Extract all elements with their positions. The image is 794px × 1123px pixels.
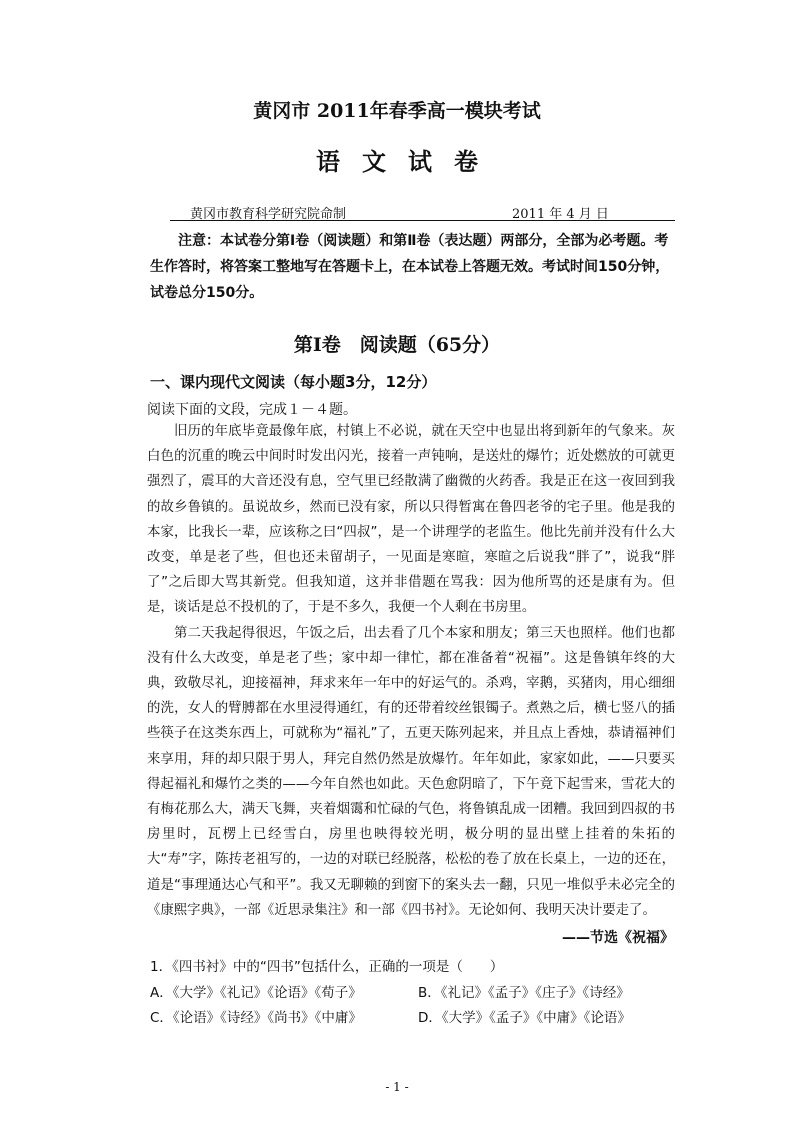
passage-paragraph: 第二天我起得很迟，午饭之后，出去看了几个本家和朋友；第三天也照样。他们也都没有什么大改变，单是老了些；家中却一律忙，都在准备着“祝福”。这是鲁镇年终的大典，致敬尽礼，迎接福神，拜求来年一年中的好运气的。杀鸡，宰鹅，买猪肉，用心细细的洗，女人的臂膊都在水里浸得通红，有的还带着绞丝银镯子。煮熟之后，横七竖八的插些筷子在这类东西上，可就称为“福礼”了，五更天陈列起来，并且点上香烛，恭请福神们来享用，拜的却只限于男人，拜完自然仍然是放爆竹。年年如此，家家如此，——只要买得起福礼和爆竹之类的——今年自然也如此。天色愈阴暗了，下午竟下起雪来，雪花大的有梅花那么大，满天飞舞，夹着烟霭和忙碌的气色，将鲁镇乱成一团糟。我回到四叔的书房里时，瓦楞上已经雪白，房里也映得较光明，极分明的显出壁上挂着的朱拓的大“寿”字，陈抟老祖写的，一边的对联已经脱落，松松的卷了放在长桌上，一边的还在，道是“事理通达心气和平”。我又无聊赖的到窗下的案头去一翻，只见一堆似乎未必完全的《康熙字典》，一部《近思录集注》和一部《四书衬》。无论如何、我明天决计要走了。 bbox=[147, 625, 675, 918]
page-number: - 1 - bbox=[385, 1080, 409, 1094]
option-a: A．《大学》《礼记》《论语》《荀子》 bbox=[150, 985, 362, 1001]
question-stem: 1．《四书衬》中的“四书”包括什么，正确的一项是（ ） bbox=[150, 959, 504, 975]
exam-date: 2011 年 4 月 日 bbox=[512, 207, 609, 222]
section-title: 一、课内现代文阅读（每小题3分，12分） bbox=[150, 373, 437, 391]
exam-title: 黄冈市 2011年春季高一模块考试 bbox=[253, 100, 541, 122]
option-b: B．《礼记》《孟子》《庄子》《诗经》 bbox=[418, 985, 630, 1001]
issuing-organization: 黄冈市教育科学研究院命制 bbox=[190, 207, 347, 222]
exam-notice: 注意：本试卷分第Ⅰ卷（阅读题）和第Ⅱ卷（表达题）两部分，全部为必考题。考生作答时，将答案工整地写在答题卡上，在本试卷上答题无效。考试时间150分钟，试卷总分150分。 bbox=[150, 233, 670, 301]
option-c: C．《论语》《诗经》《尚书》《中庸》 bbox=[150, 1010, 362, 1026]
section-instruction: 阅读下面的文段，完成１－４题。 bbox=[147, 402, 357, 418]
option-d: D．《大学》《孟子》《中庸》《论语》 bbox=[418, 1010, 631, 1026]
subject-title: 语文试卷 bbox=[316, 147, 500, 176]
header-rule bbox=[170, 200, 675, 221]
passage-source: ——节选《祝福》 bbox=[562, 930, 674, 946]
reading-passage bbox=[147, 419, 675, 923]
passage-paragraph: 旧历的年底毕竟最像年底，村镇上不必说，就在天空中也显出将到新年的气象来。灰白色的沉重的晚云中间时时发出闪光，接着一声钝响，是送灶的爆竹；近处燃放的可就更强烈了，震耳的大音还没有息，空气里已经散满了幽微的火药香。我是正在这一夜回到我的故乡鲁镇的。虽说故乡，然而已没有家，所以只得暂寓在鲁四老爷的宅子里。他是我的本家，比我长一辈，应该称之曰“四叔”，是一个讲理学的老监生。他比先前并没有什么大改变，单是老了些，但也还未留胡子，一见面是寒暄，寒暄之后说我“胖了”，说我“胖了”之后即大骂其新党。但我知道，这并非借题在骂我：因为他所骂的还是康有为。但是，谈话是总不投机的了，于是不多久，我便一个人剩在书房里。 bbox=[147, 424, 675, 616]
part-title: 第Ⅰ卷 阅读题（65分） bbox=[293, 334, 501, 356]
